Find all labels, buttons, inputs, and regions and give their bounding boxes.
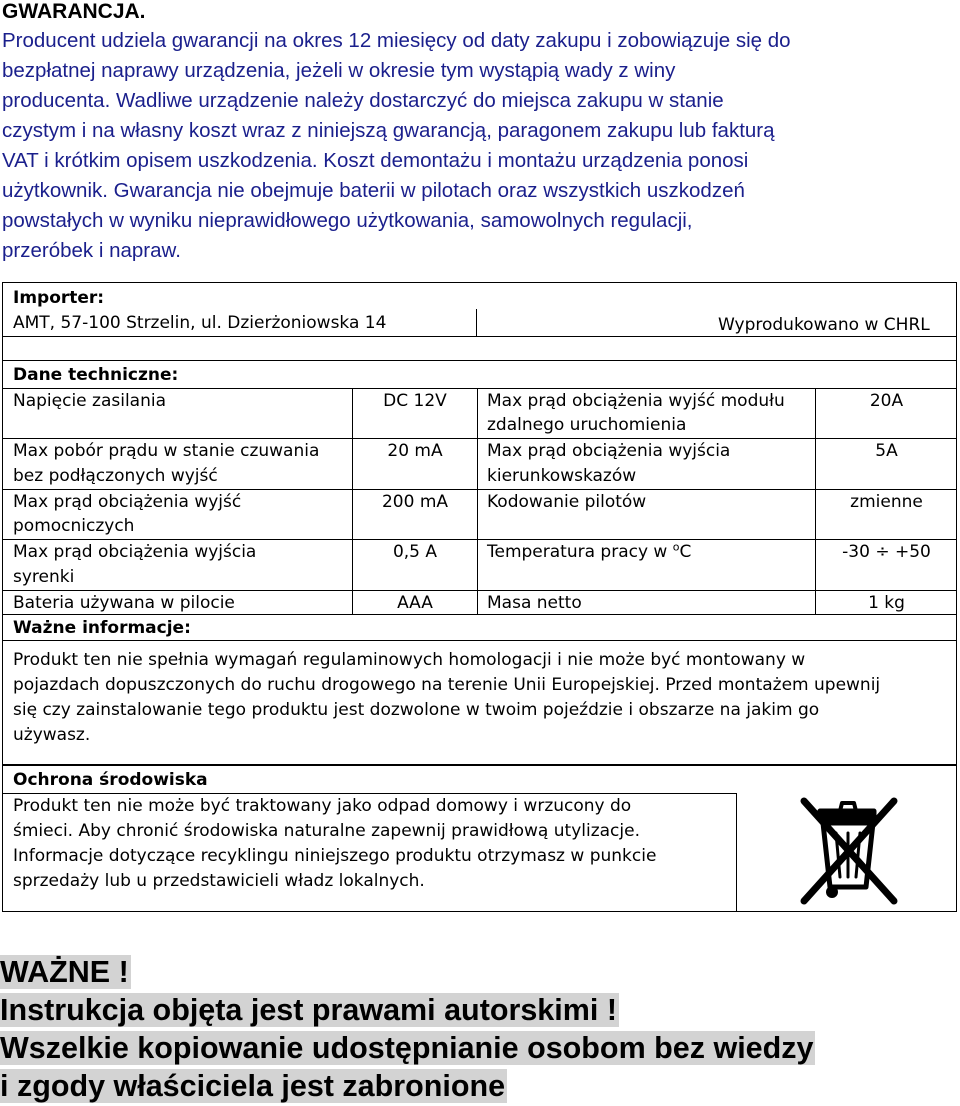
- tech-param-label: Max pobór prądu w stanie czuwania: [13, 441, 320, 461]
- notice-line: [0, 953, 815, 991]
- tech-param-label: Max prąd obciążenia wyjść modułu: [487, 391, 785, 411]
- copyright-notice: [0, 953, 815, 1105]
- warranty-line: przeróbek i napraw.: [2, 239, 181, 262]
- warranty-line: producenta. Wadliwe urządzenie należy dostarczyć do miejsca zakupu w stanie: [2, 89, 724, 112]
- warranty-text: [2, 26, 957, 266]
- tech-param-value: DC 12V: [383, 391, 447, 411]
- info-line: pojazdach dopuszczonych do ruchu drogowego na terenie Unii Europejskiej. Przed montażem upewnij: [13, 675, 881, 695]
- notice-text: Wszelkie kopiowanie udostępnianie osobom bez wiedzy: [0, 1031, 814, 1065]
- tech-param-label: Max prąd obciążenia wyjścia: [13, 542, 257, 562]
- env-line: Informacje dotyczące recyklingu niniejszego produktu otrzymasz w punkcie: [13, 846, 657, 866]
- tech-param-label: kierunkowskazów: [487, 466, 637, 486]
- tech-param-label: zdalnego uruchomienia: [487, 415, 687, 435]
- tech-param-value: 200 mA: [381, 492, 449, 512]
- info-line: używasz.: [13, 725, 91, 745]
- environment-label: Ochrona środowiska: [13, 770, 208, 790]
- tech-param-label: Kodowanie pilotów: [487, 492, 647, 512]
- tech-param-label: Napięcie zasilania: [13, 391, 167, 411]
- tech-grid-line: [477, 388, 478, 615]
- tech-param-label: Max prąd obciążenia wyjścia: [487, 441, 731, 461]
- tech-param-value: 20A: [869, 391, 904, 411]
- tech-param-label: Max prąd obciążenia wyjść: [13, 492, 242, 512]
- tech-param-value: 20 mA: [387, 441, 443, 461]
- warranty-line: VAT i krótkim opisem uszkodzenia. Koszt demontażu i montażu urządzenia ponosi: [2, 149, 749, 172]
- importer-label: Importer:: [13, 288, 105, 308]
- env-line: śmieci. Aby chronić środowiska naturalne zapewnij prawidłową utylizacje.: [13, 821, 640, 841]
- tech-param-value: 0,5 A: [392, 542, 438, 562]
- temp-max: +50: [894, 542, 931, 562]
- warranty-line: powstałych w wyniku nieprawidłowego użytkowania, samowolnych regulacji,: [2, 209, 693, 232]
- degree-mark: o: [672, 540, 680, 554]
- tech-param-value: AAA: [397, 593, 433, 613]
- env-line: sprzedaży lub u przedstawicieli władz lokalnych.: [13, 871, 425, 891]
- env-line: Produkt ten nie może być traktowany jako odpad domowy i wrzucony do: [13, 796, 632, 816]
- env-divider: [736, 793, 737, 912]
- tech-param-label: pomocniczych: [13, 516, 135, 536]
- tech-param-label: Masa netto: [487, 593, 582, 613]
- tech-param-label: [487, 540, 691, 565]
- notice-text: WAŻNE !: [0, 955, 129, 989]
- tech-param-label: syrenki: [13, 567, 75, 587]
- warranty-title: GWARANCJA.: [2, 0, 146, 23]
- warranty-line: bezpłatnej naprawy urządzenia, jeżeli w okresie tym wystąpią wady z winy: [2, 59, 676, 82]
- notice-line: [0, 1067, 815, 1105]
- crossed-out-wheelie-bin-icon: [790, 795, 910, 907]
- tech-param-label: bez podłączonych wyjść: [13, 466, 218, 486]
- tech-param-value: zmienne: [850, 492, 923, 512]
- importer-address: AMT, 57-100 Strzelin, ul. Dzierżoniowska 14: [13, 313, 387, 333]
- tech-param-value: 1 kg: [868, 593, 905, 613]
- tech-label: Dane techniczne:: [13, 365, 179, 385]
- tech-border-left: [2, 361, 3, 640]
- notice-text: Instrukcja objęta jest prawami autorskimi !: [0, 993, 617, 1027]
- made-in-label: Wyprodukowano w CHRL: [718, 315, 930, 335]
- notice-line: [0, 1029, 815, 1067]
- info-line: Produkt ten nie spełnia wymagań regulaminowych homologacji i nie może być montowany w: [13, 650, 806, 670]
- tech-param-value: [816, 540, 957, 565]
- notice-line: [0, 991, 815, 1029]
- warranty-line: Producent udziela gwarancji na okres 12 miesięcy od daty zakupu i zobowiązuje się do: [2, 29, 791, 52]
- temp-min: -30: [842, 542, 870, 562]
- warranty-line: użytkownik. Gwarancja nie obejmuje baterii w pilotach oraz wszystkich uszkodzeń: [2, 179, 745, 202]
- temperature-label: Temperatura pracy w: [487, 542, 673, 562]
- important-info-label: Ważne informacje:: [13, 618, 191, 638]
- info-line: się czy zainstalowanie tego produktu jest dozwolone w twoim pojeździe i obszarze na jakim go: [13, 700, 820, 720]
- tech-param-value: 5A: [875, 441, 898, 461]
- warranty-line: czystym i na własny koszt wraz z niniejszą gwarancją, paragonem zakupu lub fakturą: [2, 119, 775, 142]
- range-symbol: ÷: [875, 542, 890, 562]
- celsius-unit: C: [679, 542, 692, 562]
- tech-param-label: Bateria używana w pilocie: [13, 593, 235, 613]
- notice-text: i zgody właściciela jest zabronione: [0, 1069, 506, 1103]
- importer-divider: [476, 309, 477, 337]
